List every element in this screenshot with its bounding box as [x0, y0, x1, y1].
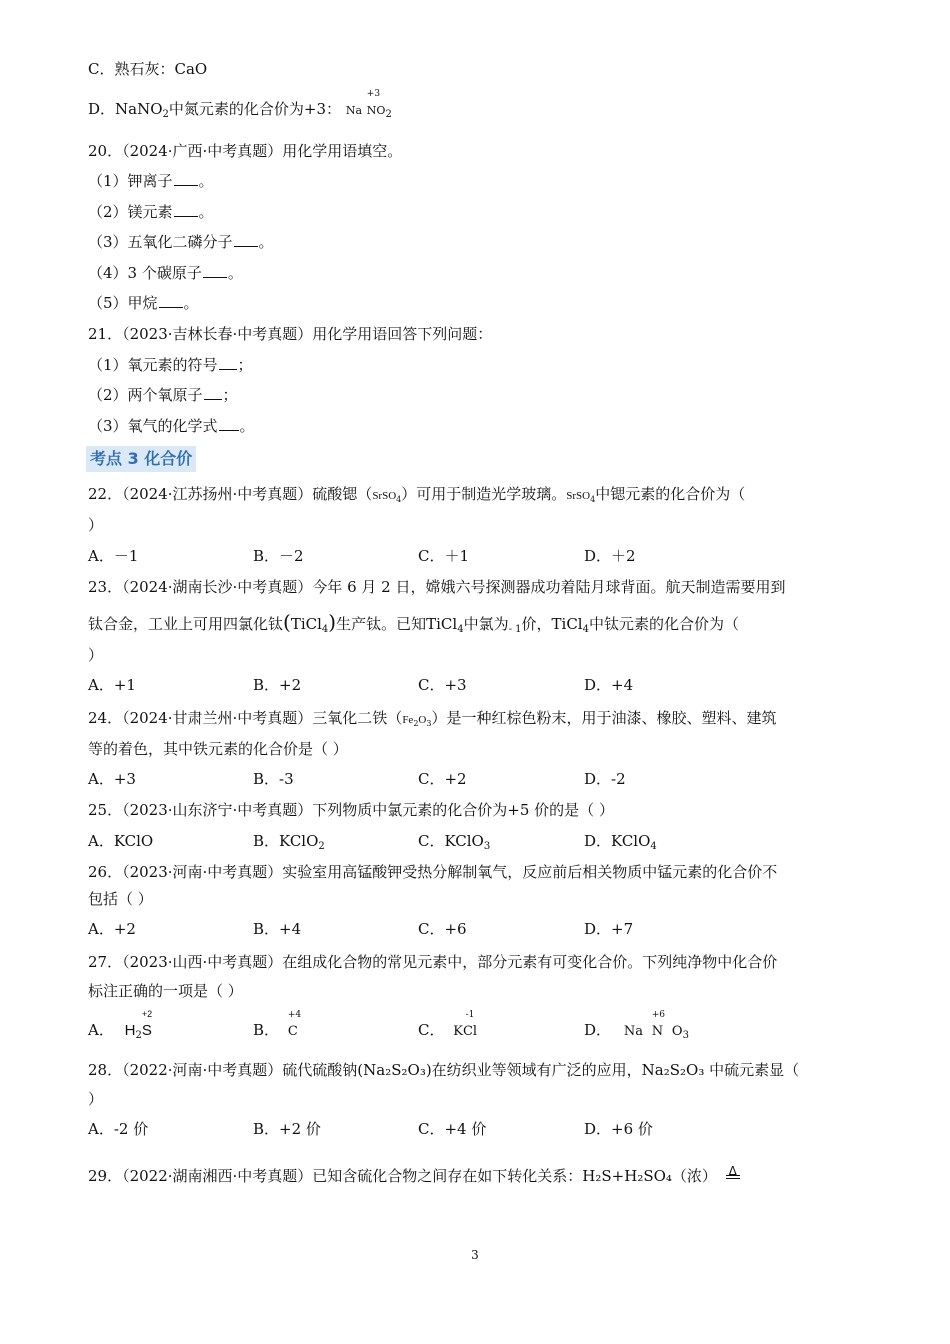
- q20-item-1: （1）钾离子 。: [88, 172, 214, 190]
- q26-option-b[interactable]: B．+4: [253, 920, 302, 938]
- q20-item-2: （2）镁元素 。: [88, 203, 214, 221]
- q28-option-b[interactable]: B．+2 价: [253, 1120, 321, 1138]
- q26-stem-cont: 包括（ ）: [88, 890, 153, 908]
- q27-stem: 27．（2023·山西·中考真题）在组成化合物的常见元素中，部分元素有可变化合价。下列纯净物中化合价: [88, 953, 778, 971]
- q28-option-d[interactable]: D．+6 价: [584, 1120, 653, 1138]
- q24-stem: 24．（2024·甘肃兰州·中考真题）三氧化二铁$(Fe_2O_3)$是一种红棕色粉末，用于油漆、橡胶、塑料、建筑: [88, 709, 777, 728]
- answer-blank[interactable]: [219, 416, 239, 431]
- q20-item-5: （5）甲烷 。: [88, 294, 199, 312]
- option-d-sub: 2: [162, 109, 169, 120]
- answer-blank[interactable]: [234, 232, 258, 247]
- page-number: 3: [471, 1248, 479, 1262]
- answer-blank[interactable]: [174, 202, 198, 217]
- q23-stem-cont: 钛合金，工业上可用四氯化钛(TiCl$_4$)生产钛。已知TiCl$_4$中氯为$_{- 1}$价，TiCl$_4$中钛元素的化合价为（: [88, 610, 739, 635]
- q27-option-b[interactable]: B． +4 C: [253, 1010, 302, 1039]
- q27-stem-cont: 标注正确的一项是（ ）: [88, 982, 243, 1000]
- q23-stem-end: ）: [88, 646, 104, 664]
- q22-option-d[interactable]: D．＋2: [584, 547, 636, 565]
- q25-option-b[interactable]: B．KClO$_2$: [253, 832, 325, 852]
- option-d-formula-n: +3 N: [366, 89, 381, 117]
- answer-blank[interactable]: [174, 171, 198, 186]
- q24-stem-cont: 等的着色，其中铁元素的化合价是（ ）: [88, 740, 348, 758]
- q25-option-d[interactable]: D．KClO$_4$: [584, 832, 657, 852]
- option-d-mid: 中氮元素的化合价为+3：: [168, 100, 342, 118]
- q26-option-d[interactable]: D．+7: [584, 920, 634, 938]
- answer-blank[interactable]: [203, 263, 227, 278]
- option-d-formula-na: Na: [345, 104, 362, 117]
- q22-stem-cont: ）: [88, 516, 104, 534]
- q24-option-b[interactable]: B．-3: [253, 770, 294, 788]
- q25-stem: 25．（2023·山东济宁·中考真题）下列物质中氯元素的化合价为+5 价的是（ ）: [88, 801, 614, 819]
- option-d-formula-o-sub: 2: [385, 109, 392, 120]
- option-d-formula-o: O: [376, 104, 386, 117]
- q21-item-2: （2）两个氧原子 ；: [88, 386, 238, 404]
- q22-option-b[interactable]: B．－2: [253, 547, 304, 565]
- q24-option-d[interactable]: D．-2: [584, 770, 626, 788]
- q23-stem: 23．（2024·湖南长沙·中考真题）今年 6 月 2 日，嫦娥六号探测器成功着陆月球背面。航天制造需要用到: [88, 578, 786, 596]
- q27-option-d[interactable]: D． Na +6 N $O_3$: [584, 1010, 689, 1041]
- q28-option-c[interactable]: C．+4 价: [418, 1120, 487, 1138]
- q22-option-a[interactable]: A．－1: [88, 547, 139, 565]
- answer-blank[interactable]: [219, 355, 237, 370]
- q23-option-d[interactable]: D．+4: [584, 676, 634, 694]
- option-c-line: C．熟石灰：CaO: [88, 60, 208, 78]
- q24-option-a[interactable]: A．+3: [88, 770, 136, 788]
- q21-stem: 21．（2023·吉林长春·中考真题）用化学用语回答下列问题：: [88, 325, 493, 343]
- q26-stem: 26．（2023·河南·中考真题）实验室用高锰酸钾受热分解制氧气，反应前后相关物质中锰元素的化合价不: [88, 863, 778, 881]
- q21-item-1: （1）氧元素的符号 ；: [88, 356, 253, 374]
- q25-option-c[interactable]: C．KClO$_3$: [418, 832, 491, 852]
- q24-option-c[interactable]: C．+2: [418, 770, 467, 788]
- section-title: 考点 3 化合价: [86, 446, 196, 472]
- q26-option-c[interactable]: C．+6: [418, 920, 467, 938]
- q27-option-a[interactable]: A． $H_2$ +2 S: [88, 1009, 153, 1041]
- q20-item-4: （4）3 个碳原子 。: [88, 264, 243, 282]
- q22-stem: 22．（2024·江苏扬州·中考真题）硫酸锶（SrSO$_4$）可用于制造光学玻璃。SrSO$_4$中锶元素的化合价为（: [88, 485, 746, 504]
- q23-option-a[interactable]: A．+1: [88, 676, 136, 694]
- q28-stem-cont: ）: [88, 1090, 104, 1108]
- q28-stem: 28．（2022·河南·中考真题）硫代硫酸钠(Na₂S₂O₃)在纺织业等领域有广泛的应用，Na₂S₂O₃ 中硫元素显（: [88, 1061, 800, 1079]
- q23-option-c[interactable]: C．+3: [418, 676, 467, 694]
- q27-option-c[interactable]: C． K -1 Cl: [418, 1010, 478, 1039]
- q20-item-3: （3）五氧化二磷分子 。: [88, 233, 274, 251]
- q25-option-a[interactable]: A．KClO: [88, 832, 154, 850]
- q26-option-a[interactable]: A．+2: [88, 920, 136, 938]
- q28-option-a[interactable]: A．-2 价: [88, 1120, 149, 1138]
- q22-option-c[interactable]: C．＋1: [418, 547, 470, 565]
- answer-blank[interactable]: [204, 385, 222, 400]
- q21-item-3: （3）氧气的化学式 。: [88, 417, 255, 435]
- answer-blank[interactable]: [159, 293, 183, 308]
- q23-option-b[interactable]: B．+2: [253, 676, 302, 694]
- option-d-prefix: D．NaNO: [88, 100, 163, 118]
- option-d-line: [88, 89, 860, 126]
- q29-stem: 29．（2022·湖南湘西·中考真题）已知含硫化合物之间存在如下转化关系：H₂S+H₂SO₄（浓） Δ: [88, 1165, 860, 1187]
- q20-stem: 20．（2024·广西·中考真题）用化学用语填空。: [88, 142, 403, 160]
